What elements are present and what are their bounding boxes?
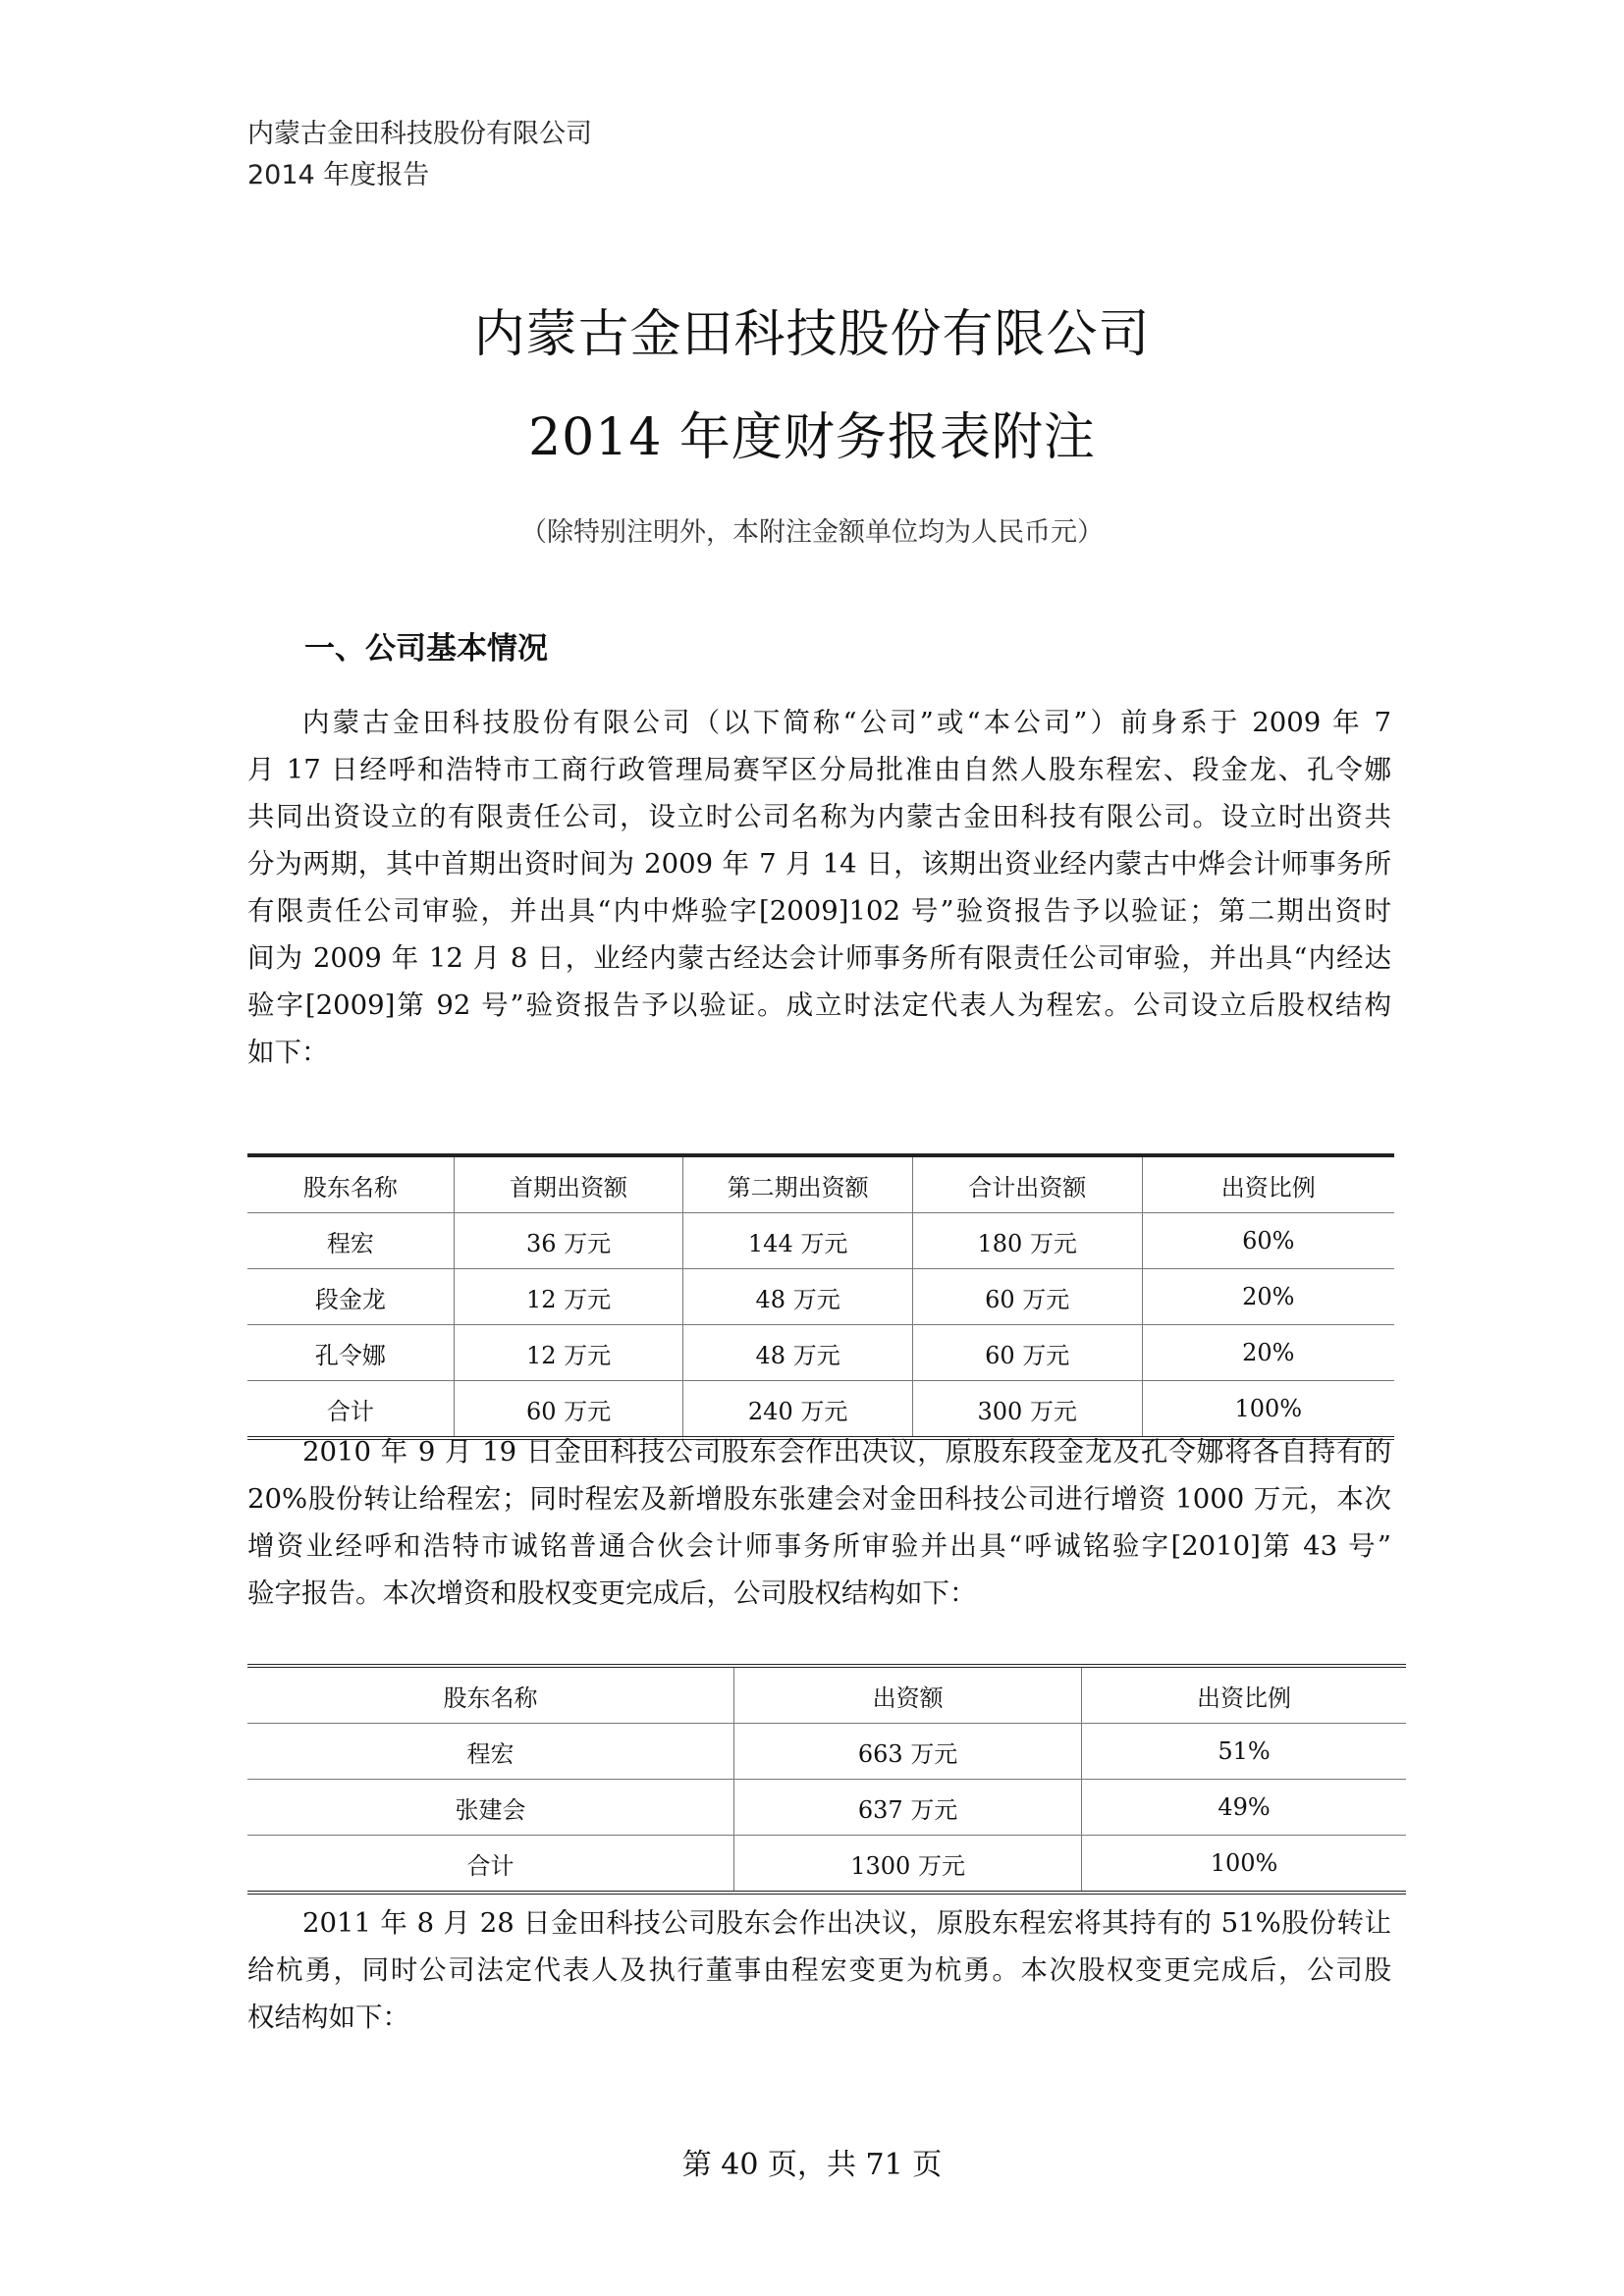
table-header-row xyxy=(247,1666,1406,1724)
equity-structure-table-2010 xyxy=(247,1664,1406,1895)
paragraph-line: 验字[2009]第 92 号”验资报告予以验证。成立时法定代表人为程宏。公司设立后股权结构 xyxy=(247,989,1391,1021)
table-cell: 60 万元 xyxy=(912,1269,1142,1325)
page-number: 第 40 页，共 71 页 xyxy=(681,2148,943,2182)
table-cell: 100% xyxy=(1210,1849,1278,1877)
column-header: 合计出资额 xyxy=(912,1155,1142,1213)
document-title: 内蒙古金田科技股份有限公司 xyxy=(473,305,1151,364)
paragraph-line: 间为 2009 年 12 月 8 日，业经内蒙古经达会计师事务所有限责任公司审验，并出具“内经达 xyxy=(247,942,1391,974)
table-cell: 36 万元 xyxy=(454,1213,683,1269)
table-cell: 48 万元 xyxy=(683,1325,913,1381)
column-header: 第二期出资额 xyxy=(683,1155,913,1213)
paragraph-line: 增资业经呼和浩特市诚铭普通合伙会计师事务所审验并出具“呼诚铭验字[2010]第 43 号” xyxy=(247,1530,1391,1562)
column-header: 出资额 xyxy=(734,1666,1082,1724)
column-header: 首期出资额 xyxy=(454,1155,683,1213)
table-cell: 程宏 xyxy=(247,1724,734,1780)
paragraph-line: 月 17 日经呼和浩特市工商行政管理局赛罕区分局批准由自然人股东程宏、段金龙、孔令娜 xyxy=(247,754,1391,785)
paragraph-line: 内蒙古金田科技股份有限公司（以下简称“公司”或“本公司”）前身系于 2009 年 7 xyxy=(302,707,1391,738)
table-cell: 100% xyxy=(1234,1395,1303,1422)
table-cell: 20% xyxy=(1142,1269,1394,1325)
table-cell: 49% xyxy=(1082,1780,1406,1836)
table-cell: 20% xyxy=(1142,1325,1394,1381)
table-cell: 60% xyxy=(1142,1213,1394,1269)
table-cell: 60 万元 xyxy=(454,1381,683,1439)
table-cell: 240 万元 xyxy=(683,1381,913,1439)
paragraph-line: 给杭勇，同时公司法定代表人及执行董事由程宏变更为杭勇。本次股权变更完成后，公司股 xyxy=(247,1954,1391,1986)
table-row xyxy=(247,1269,1394,1325)
table-cell: 段金龙 xyxy=(247,1269,454,1325)
header-company: 内蒙古金田科技股份有限公司 xyxy=(247,119,592,149)
table-cell: 663 万元 xyxy=(734,1724,1082,1780)
table-cell: 180 万元 xyxy=(912,1213,1142,1269)
currency-note: （除特别注明外，本附注金额单位均为人民币元） xyxy=(520,517,1104,548)
paragraph-line: 验字报告。本次增资和股权变更完成后，公司股权结构如下： xyxy=(247,1577,977,1609)
paragraph-line: 有限责任公司审验，并出具“内中烨验字[2009]102 号”验资报告予以验证；第二期出资时 xyxy=(247,895,1391,927)
running-header xyxy=(247,114,592,196)
paragraph-line: 分为两期，其中首期出资时间为 2009 年 7 月 14 日，该期出资业经内蒙古中烨会计师事务所 xyxy=(247,848,1391,880)
section-heading: 一、公司基本情况 xyxy=(304,631,548,667)
column-header: 出资比例 xyxy=(1082,1666,1406,1724)
table-cell: 60 万元 xyxy=(912,1325,1142,1381)
table-cell: 合计 xyxy=(247,1836,734,1894)
paragraph-line: 权结构如下： xyxy=(247,2002,409,2033)
table-cell: 12 万元 xyxy=(454,1269,683,1325)
header-report: 2014 年度报告 xyxy=(247,160,430,190)
table-row xyxy=(247,1213,1394,1269)
table-row xyxy=(247,1325,1394,1381)
table-cell: 300 万元 xyxy=(912,1381,1142,1439)
table-cell: 51% xyxy=(1082,1724,1406,1780)
table-total-row xyxy=(247,1836,1406,1894)
table-cell: 合计 xyxy=(247,1381,454,1439)
table-cell: 637 万元 xyxy=(734,1780,1082,1836)
table-header-row xyxy=(247,1155,1394,1213)
column-header: 股东名称 xyxy=(247,1666,734,1724)
column-header: 股东名称 xyxy=(247,1155,454,1213)
paragraph-line: 如下： xyxy=(247,1037,329,1068)
table-cell: 1300 万元 xyxy=(734,1836,1082,1894)
column-header: 出资比例 xyxy=(1142,1155,1394,1213)
paragraph-share-transfer-2011 xyxy=(247,1899,1391,2041)
table-cell: 孔令娜 xyxy=(247,1325,454,1381)
paragraph-capital-increase-2010 xyxy=(247,1428,1391,1617)
paragraph-line: 2011 年 8 月 28 日金田科技公司股东会作出决议，原股东程宏将其持有的 51%股份转让 xyxy=(302,1907,1391,1939)
table-cell: 张建会 xyxy=(247,1780,734,1836)
table-cell: 144 万元 xyxy=(683,1213,913,1269)
paragraph-line: 2010 年 9 月 19 日金田科技公司股东会作出决议，原股东段金龙及孔令娜将各自持有的 xyxy=(302,1436,1391,1468)
equity-structure-table-initial xyxy=(247,1153,1394,1440)
table-row xyxy=(247,1724,1406,1780)
table-cell: 程宏 xyxy=(247,1213,454,1269)
table-cell: 48 万元 xyxy=(683,1269,913,1325)
paragraph-line: 20%股份转让给程宏；同时程宏及新增股东张建会对金田科技公司进行增资 1000 万元，本次 xyxy=(247,1483,1391,1515)
paragraph-line: 共同出资设立的有限责任公司，设立时公司名称为内蒙古金田科技有限公司。设立时出资共 xyxy=(247,801,1391,832)
table-row xyxy=(247,1780,1406,1836)
paragraph-establishment xyxy=(247,699,1391,1076)
document-subtitle: 2014 年度财务报表附注 xyxy=(528,408,1096,467)
table-cell: 12 万元 xyxy=(454,1325,683,1381)
